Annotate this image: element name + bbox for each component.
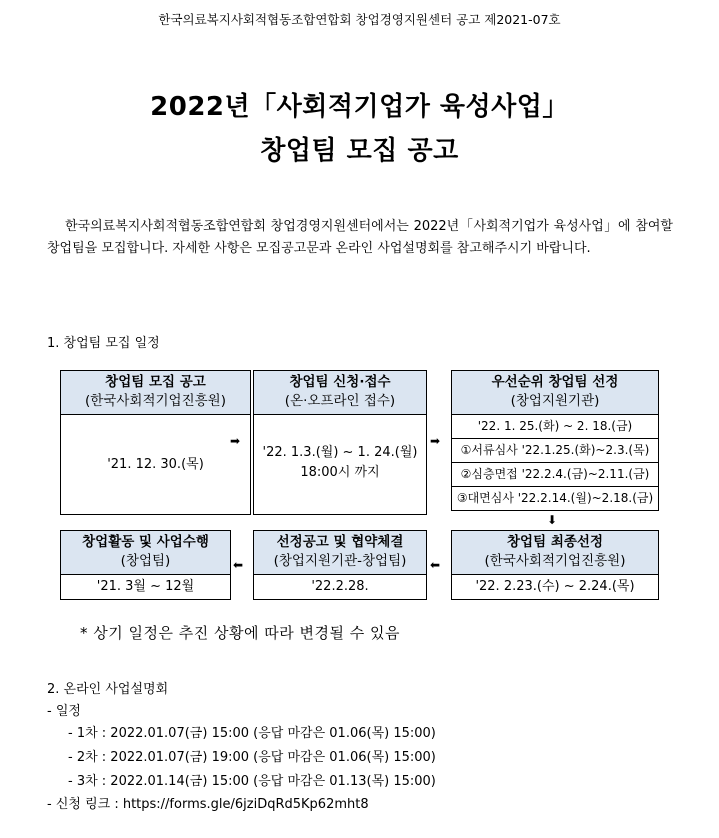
box-header <box>452 371 658 415</box>
box-title: 창업팀 신청·접수 <box>289 374 391 390</box>
box-subtitle: (온·오프라인 접수) <box>284 393 396 409</box>
box-date: '22.2.28. <box>311 579 369 594</box>
box-row: '22. 1. 25.(화) ~ 2. 18.(금) <box>452 415 658 439</box>
box-row: ③대면심사 '22.2.14.(월)~2.18.(금) <box>456 491 654 505</box>
box-row: ②심층면접 '22.2.4.(금)~2.11.(금) <box>452 463 658 487</box>
schedule-box-agreement <box>253 530 427 600</box>
box-subtitle: (창업팀) <box>120 553 171 569</box>
box-title: 창업활동 및 사업수행 <box>82 534 209 550</box>
arrow-right-icon: ➡ <box>430 434 441 448</box>
box-header <box>61 371 250 415</box>
box-subtitle: (창업지원기관-창업팀) <box>273 553 407 569</box>
session-item: - 3차 : 2022.01.14(금) 15:00 (응답 마감은 01.13(목) 15:00) <box>68 774 436 789</box>
box-date: '22. 2.23.(수) ~ 2.24.(목) <box>475 579 635 594</box>
intro-paragraph: 한국의료복지사회적협동조합연합회 창업경영지원센터에서는 2022년「사회적기업가 육성사업」에 참여할 창업팀을 모집합니다. 자세한 사항은 모집공고문과 온라인 사업설명회를 참고해주시기 바랍니다. <box>47 219 673 256</box>
document-title: 2022년「사회적기업가 육성사업」 <box>150 92 569 122</box>
section1-title: 1. 창업팀 모집 일정 <box>47 336 160 351</box>
schedule-box-priority-selection <box>451 370 659 511</box>
session-item: - 1차 : 2022.01.07(금) 15:00 (응답 마감은 01.06(목) 15:00) <box>68 726 436 741</box>
schedule-label: - 일정 <box>47 704 81 719</box>
box-date: '21. 12. 30.(목) <box>107 457 204 472</box>
schedule-box-final-selection <box>451 530 659 600</box>
box-row: ①서류심사 '22.1.25.(화)~2.3.(목) <box>452 439 658 463</box>
arrow-left-icon: ⬅ <box>430 558 441 572</box>
signup-link[interactable]: - 신청 링크 : https://forms.gle/6jziDqRd5Kp62mht8 <box>47 797 369 812</box>
box-subtitle: (한국사회적기업진흥원) <box>85 393 226 409</box>
schedule-box-announcement <box>60 370 251 515</box>
box-title: 우선순위 창업팀 선정 <box>491 374 619 390</box>
box-title: 선정공고 및 협약체결 <box>276 534 404 550</box>
box-deadline: 18:00시 까지 <box>300 465 380 480</box>
schedule-note: * 상기 일정은 추진 상황에 따라 변경될 수 있음 <box>80 624 400 642</box>
box-title: 창업팀 최종선정 <box>507 534 603 550</box>
box-header <box>254 371 426 415</box>
arrow-left-icon: ⬅ <box>233 558 244 572</box>
box-subtitle: (창업지원기관) <box>510 393 600 409</box>
session-item: - 2차 : 2022.01.07(금) 19:00 (응답 마감은 01.06(목) 15:00) <box>68 750 436 765</box>
box-title: 창업팀 모집 공고 <box>105 374 206 390</box>
schedule-box-application <box>253 370 427 515</box>
document-subtitle: 창업팀 모집 공고 <box>260 136 459 166</box>
arrow-down-icon: ⬇ <box>547 513 558 527</box>
schedule-box-business-activity <box>60 530 231 600</box>
box-date: '22. 1.3.(월) ~ 1. 24.(월) <box>262 445 418 460</box>
box-header <box>61 531 230 575</box>
box-header <box>254 531 426 575</box>
box-header <box>452 531 658 575</box>
box-subtitle: (한국사회적기업진흥원) <box>484 553 626 569</box>
arrow-right-icon: ➡ <box>230 434 241 448</box>
document-header: 한국의료복지사회적협동조합연합회 창업경영지원센터 공고 제2021-07호 <box>158 12 561 27</box>
section2-title: 2. 온라인 사업설명회 <box>47 682 169 697</box>
box-date: '21. 3월 ~ 12월 <box>96 579 195 594</box>
